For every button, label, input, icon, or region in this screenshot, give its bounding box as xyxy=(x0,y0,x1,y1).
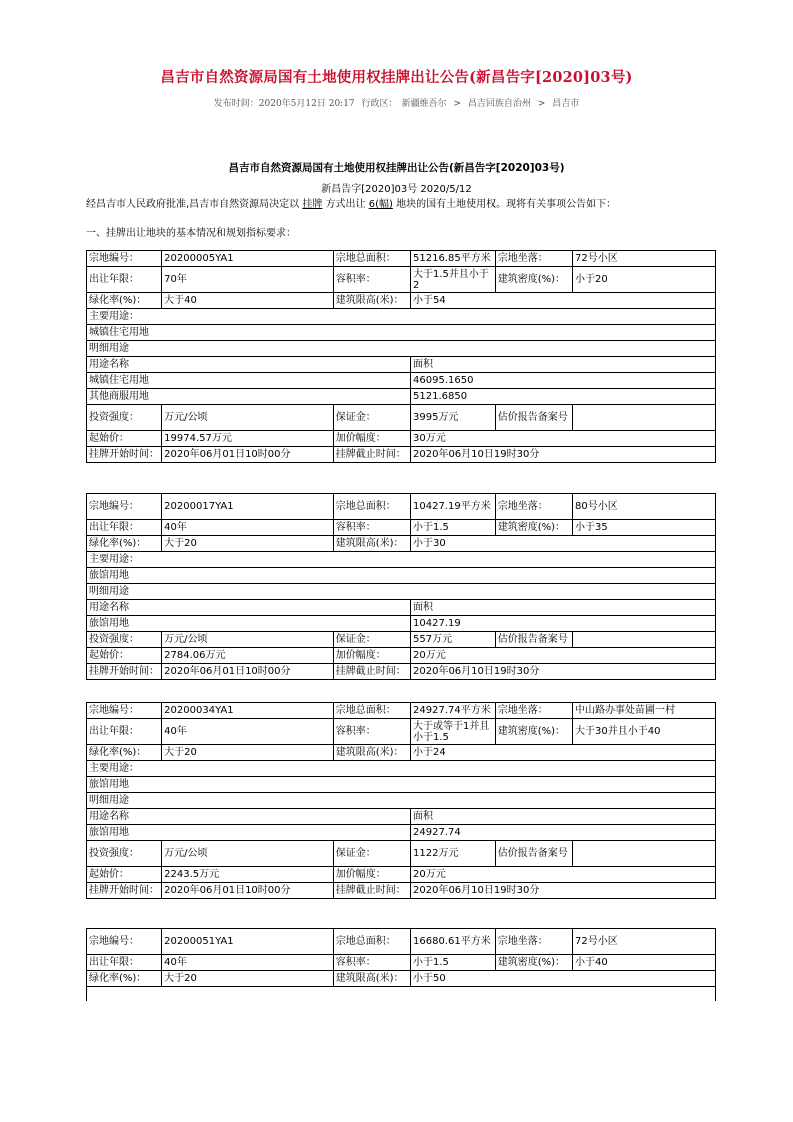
label: 用途名称 xyxy=(87,357,411,373)
parcel-location: 80号小区 xyxy=(573,494,716,520)
label: 明细用途 xyxy=(87,341,716,357)
parcel-count: 6(幅) xyxy=(368,199,393,210)
label: 投资强度： xyxy=(87,841,162,867)
parcel-start-price: 2243.5万元 xyxy=(162,867,334,883)
table-continuation xyxy=(87,987,716,1002)
use-area: 46095.1650 xyxy=(411,373,716,389)
label: 保证金： xyxy=(333,841,410,867)
parcel-start-price: 2784.06万元 xyxy=(162,648,334,664)
parcel-height: 小于30 xyxy=(411,536,716,552)
section-heading: 一、挂牌出让地块的基本情况和规划指标要求： xyxy=(86,228,296,239)
parcel-years: 70年 xyxy=(162,267,334,293)
parcel-green: 大于20 xyxy=(162,971,334,987)
label: 起始价： xyxy=(87,648,162,664)
label: 宗地坐落： xyxy=(495,494,572,520)
parcel-green: 大于20 xyxy=(162,536,334,552)
label: 用途名称 xyxy=(87,600,411,616)
document-number: 新昌告字[2020]03号 2020/5/12 xyxy=(321,184,472,195)
parcel-deposit: 1122万元 xyxy=(411,841,496,867)
label: 挂牌截止时间： xyxy=(333,883,410,899)
parcel-years: 40年 xyxy=(162,955,334,971)
parcel-start-time: 2020年06月01日10时00分 xyxy=(162,447,334,463)
parcel-deposit: 557万元 xyxy=(411,632,496,648)
parcel-location: 72号小区 xyxy=(573,929,716,955)
label: 宗地总面积： xyxy=(333,929,410,955)
label: 加价幅度： xyxy=(333,867,410,883)
transfer-method: 挂牌 xyxy=(302,199,323,210)
label: 宗地编号： xyxy=(87,251,162,267)
label: 估价报告备案号 xyxy=(495,405,572,431)
parcel-number: 20200017YA1 xyxy=(162,494,334,520)
parcel-years: 40年 xyxy=(162,719,334,745)
label: 宗地坐落： xyxy=(495,703,572,719)
label: 主要用途： xyxy=(87,761,716,777)
label: 宗地总面积： xyxy=(333,703,410,719)
label: 绿化率(%)： xyxy=(87,536,162,552)
use-name: 旅馆用地 xyxy=(87,616,411,632)
label: 出让年限： xyxy=(87,719,162,745)
parcel-far: 大于或等于1并且小于1.5 xyxy=(411,719,496,745)
parcel-area: 24927.74平方米 xyxy=(411,703,496,719)
parcel-green: 大于40 xyxy=(162,293,334,309)
label: 容积率： xyxy=(333,955,410,971)
parcel-increment: 30万元 xyxy=(411,431,716,447)
parcel-height: 小于24 xyxy=(411,745,716,761)
breadcrumb-separator: > xyxy=(537,99,546,109)
intro-paragraph: 经昌吉市人民政府批准,昌吉市自然资源局决定以 挂牌 方式出让 6(幅) 地块的国有土地使用权。现将有关事项公告如下： xyxy=(86,199,617,210)
label: 出让年限： xyxy=(87,955,162,971)
label: 出让年限： xyxy=(87,267,162,293)
label: 宗地总面积： xyxy=(333,494,410,520)
label: 容积率： xyxy=(333,267,410,293)
parcel-end-time: 2020年06月10日19时30分 xyxy=(411,883,716,899)
label: 宗地编号： xyxy=(87,929,162,955)
label: 投资强度： xyxy=(87,632,162,648)
label: 起始价： xyxy=(87,867,162,883)
parcel-density: 大于30并且小于40 xyxy=(573,719,716,745)
parcel-far: 小于1.5 xyxy=(411,955,496,971)
parcel-far: 大于1.5并且小于2 xyxy=(411,267,496,293)
label: 面积 xyxy=(411,809,716,825)
breadcrumb-prefecture[interactable]: 昌吉回族自治州 xyxy=(467,99,531,109)
parcel-green: 大于20 xyxy=(162,745,334,761)
parcel-area: 10427.19平方米 xyxy=(411,494,496,520)
parcel-start-price: 19974.57万元 xyxy=(162,431,334,447)
label: 挂牌开始时间： xyxy=(87,664,162,680)
parcel-density: 小于35 xyxy=(573,520,716,536)
parcel-height: 小于50 xyxy=(411,971,716,987)
label: 建筑限高(米)： xyxy=(333,745,410,761)
label: 估价报告备案号 xyxy=(495,841,572,867)
label: 保证金： xyxy=(333,632,410,648)
label: 用途名称 xyxy=(87,809,411,825)
label: 挂牌开始时间： xyxy=(87,883,162,899)
parcel-main-use: 城镇住宅用地 xyxy=(87,325,716,341)
parcel-number: 20200005YA1 xyxy=(162,251,334,267)
label: 加价幅度： xyxy=(333,431,410,447)
label: 建筑密度(%)： xyxy=(495,719,572,745)
parcel-number: 20200051YA1 xyxy=(162,929,334,955)
label: 建筑限高(米)： xyxy=(333,293,410,309)
parcel-start-time: 2020年06月01日10时00分 xyxy=(162,664,334,680)
label: 挂牌开始时间： xyxy=(87,447,162,463)
parcel-location: 72号小区 xyxy=(573,251,716,267)
parcel-density: 小于20 xyxy=(573,267,716,293)
parcel-location: 中山路办事处苗圃一村 xyxy=(573,703,716,719)
parcel-deposit: 3995万元 xyxy=(411,405,496,431)
label: 保证金： xyxy=(333,405,410,431)
parcel-density: 小于40 xyxy=(573,955,716,971)
label: 绿化率(%)： xyxy=(87,971,162,987)
label: 建筑密度(%)： xyxy=(495,520,572,536)
parcel-years: 40年 xyxy=(162,520,334,536)
label: 容积率： xyxy=(333,520,410,536)
publish-time: 发布时间：2020年5月12日 20:17 xyxy=(213,99,355,109)
use-area: 5121.6850 xyxy=(411,389,716,405)
parcel-invest: 万元/公顷 xyxy=(162,841,334,867)
label: 容积率： xyxy=(333,719,410,745)
use-name: 城镇住宅用地 xyxy=(87,373,411,389)
label: 建筑限高(米)： xyxy=(333,971,410,987)
use-area: 24927.74 xyxy=(411,825,716,841)
region-label: 行政区： xyxy=(361,99,398,109)
label: 主要用途： xyxy=(87,309,716,325)
parcel-increment: 20万元 xyxy=(411,867,716,883)
parcel-area: 16680.61平方米 xyxy=(411,929,496,955)
label: 绿化率(%)： xyxy=(87,293,162,309)
parcel-table-4 xyxy=(86,928,716,1001)
label: 加价幅度： xyxy=(333,648,410,664)
label: 挂牌截止时间： xyxy=(333,664,410,680)
breadcrumb-province[interactable]: 新疆维吾尔 xyxy=(401,99,447,109)
page-title: 昌吉市自然资源局国有土地使用权挂牌出让公告(新昌告字[2020]03号) xyxy=(160,69,633,86)
parcel-appraisal xyxy=(573,405,716,431)
label: 起始价： xyxy=(87,431,162,447)
parcel-far: 小于1.5 xyxy=(411,520,496,536)
label: 投资强度： xyxy=(87,405,162,431)
label: 面积 xyxy=(411,357,716,373)
use-name: 旅馆用地 xyxy=(87,825,411,841)
label: 面积 xyxy=(411,600,716,616)
parcel-start-time: 2020年06月01日10时00分 xyxy=(162,883,334,899)
parcel-table-3 xyxy=(86,702,716,899)
label: 建筑密度(%)： xyxy=(495,267,572,293)
parcel-end-time: 2020年06月10日19时30分 xyxy=(411,447,716,463)
parcel-appraisal xyxy=(573,632,716,648)
label: 出让年限： xyxy=(87,520,162,536)
label: 宗地总面积： xyxy=(333,251,410,267)
use-area: 10427.19 xyxy=(411,616,716,632)
parcel-increment: 20万元 xyxy=(411,648,716,664)
parcel-height: 小于54 xyxy=(411,293,716,309)
parcel-table-2 xyxy=(86,493,716,680)
parcel-appraisal xyxy=(573,841,716,867)
label: 宗地坐落： xyxy=(495,929,572,955)
parcel-main-use: 旅馆用地 xyxy=(87,777,716,793)
label: 建筑限高(米)： xyxy=(333,536,410,552)
parcel-invest: 万元/公顷 xyxy=(162,632,334,648)
label: 主要用途： xyxy=(87,552,716,568)
document-title: 昌吉市自然资源局国有土地使用权挂牌出让公告(新昌告字[2020]03号) xyxy=(228,162,565,174)
label: 宗地编号： xyxy=(87,703,162,719)
parcel-number: 20200034YA1 xyxy=(162,703,334,719)
publish-meta xyxy=(0,96,793,109)
breadcrumb-separator: > xyxy=(453,99,461,109)
label: 建筑密度(%)： xyxy=(495,955,572,971)
parcel-invest: 万元/公顷 xyxy=(162,405,334,431)
parcel-main-use: 旅馆用地 xyxy=(87,568,716,584)
label: 估价报告备案号 xyxy=(495,632,572,648)
label: 明细用途 xyxy=(87,793,716,809)
label: 宗地编号： xyxy=(87,494,162,520)
breadcrumb-city[interactable]: 昌吉市 xyxy=(552,99,580,109)
parcel-end-time: 2020年06月10日19时30分 xyxy=(411,664,716,680)
label: 挂牌截止时间： xyxy=(333,447,410,463)
use-name: 其他商服用地 xyxy=(87,389,411,405)
parcel-area: 51216.85平方米 xyxy=(411,251,496,267)
label: 宗地坐落： xyxy=(495,251,572,267)
parcel-table-1 xyxy=(86,250,716,463)
label: 明细用途 xyxy=(87,584,716,600)
label: 绿化率(%)： xyxy=(87,745,162,761)
